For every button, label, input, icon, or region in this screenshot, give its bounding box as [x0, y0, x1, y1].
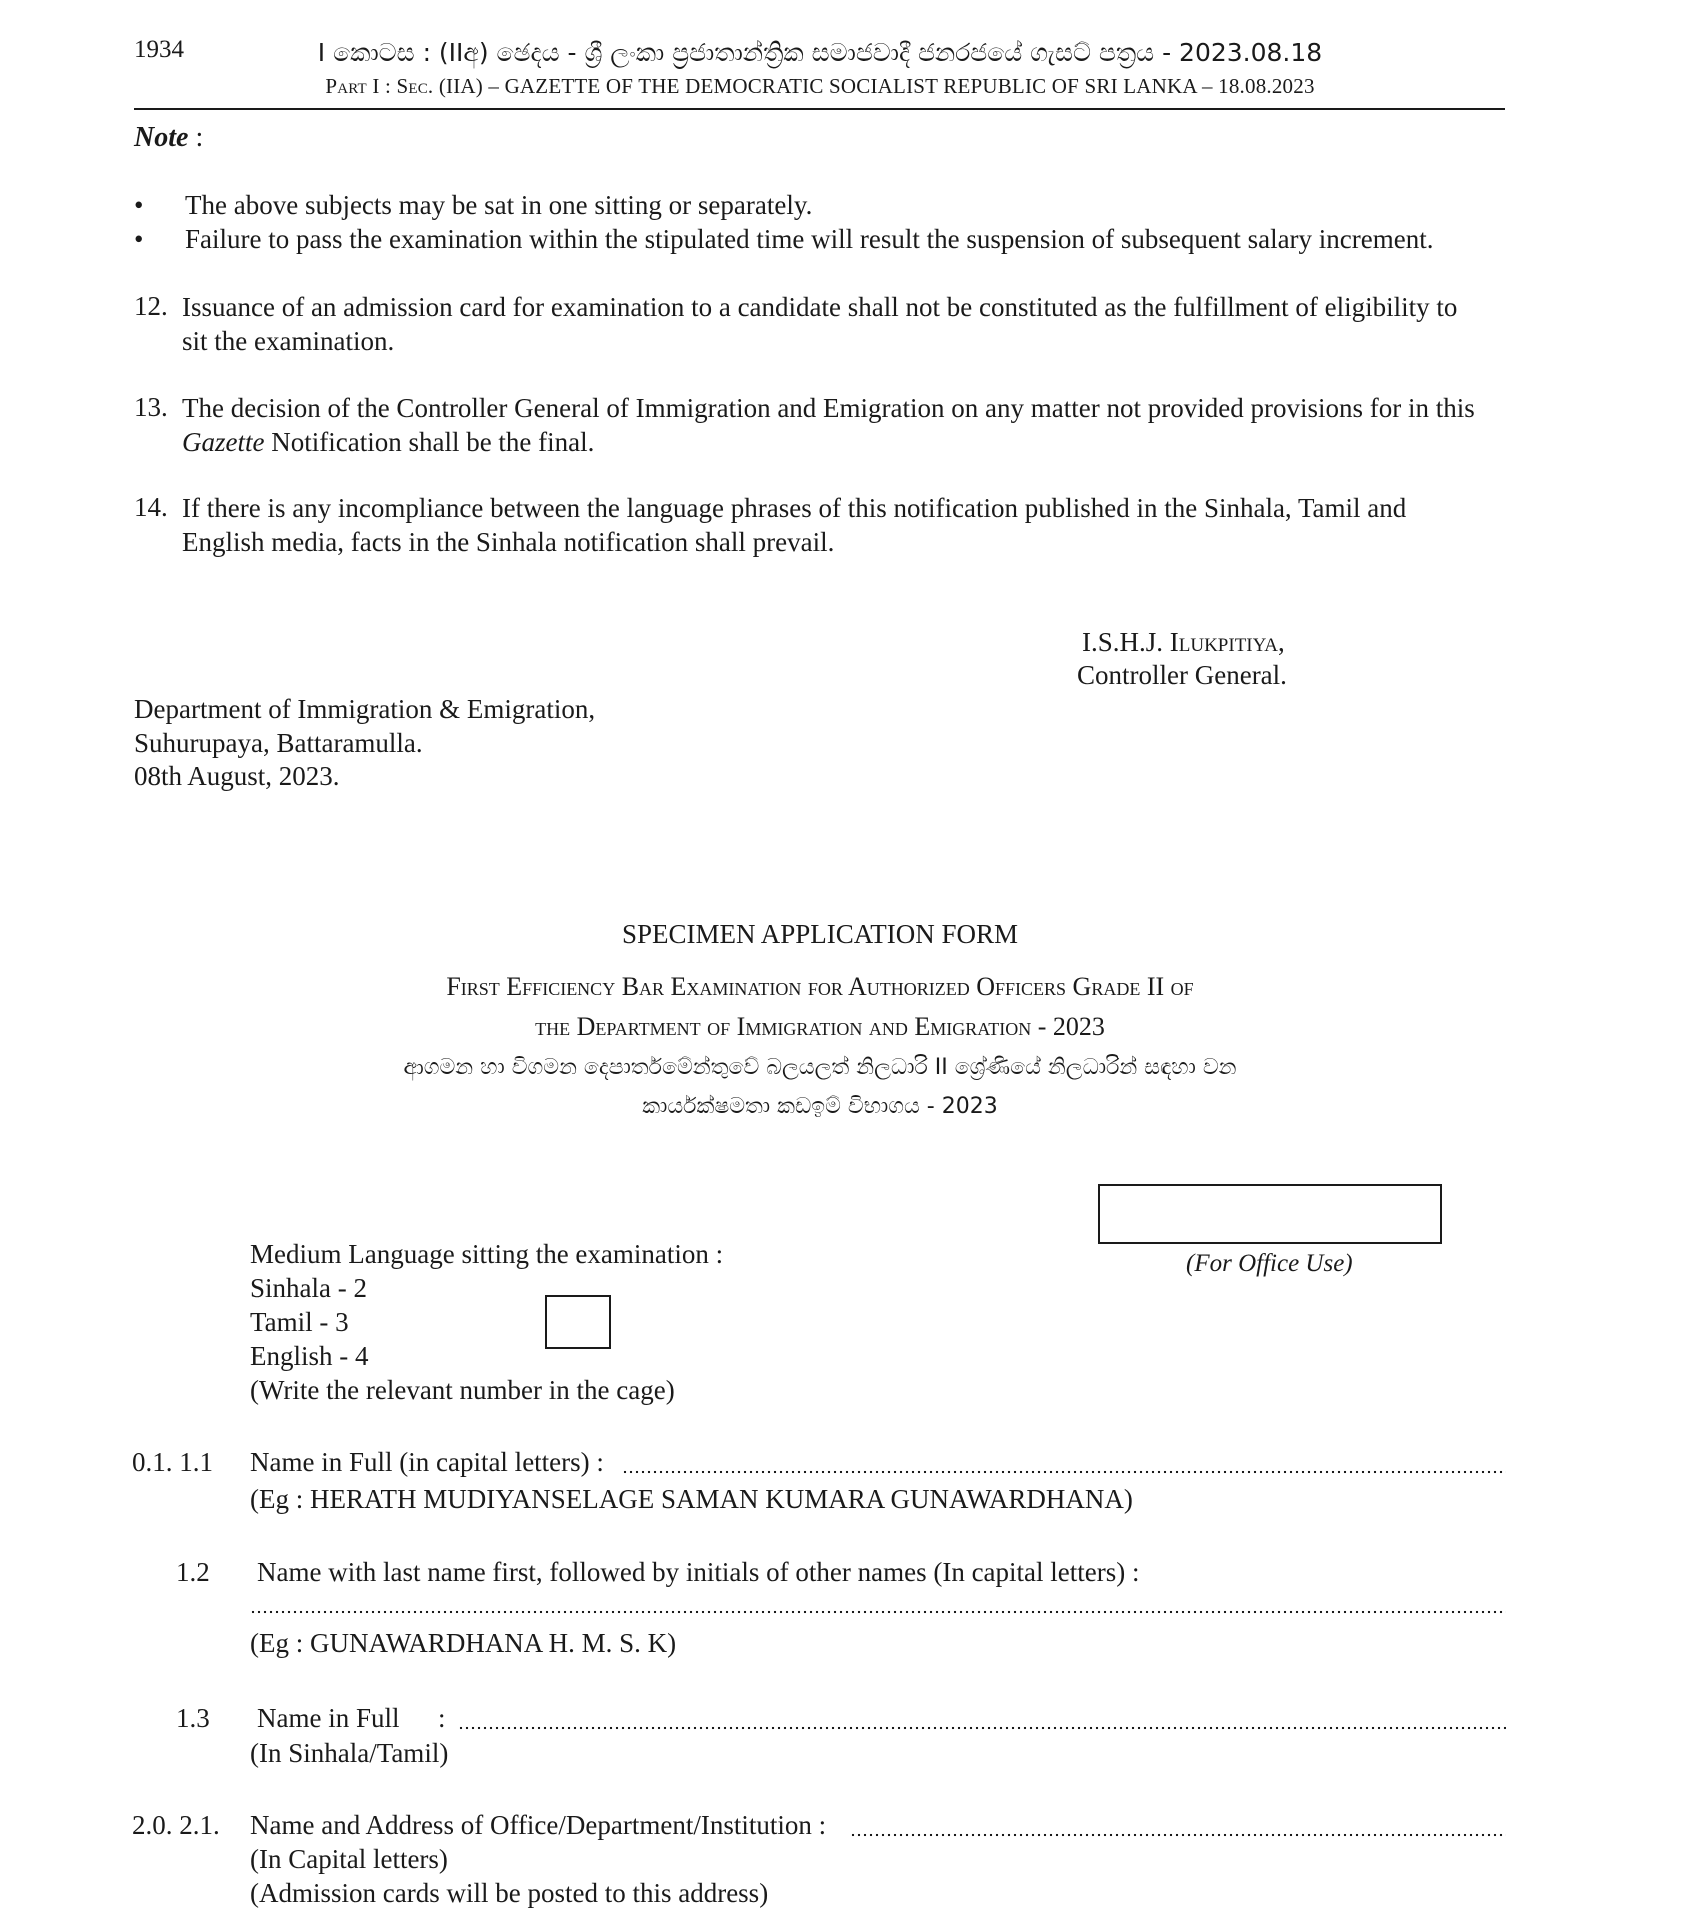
clause-13-line1: The decision of the Controller General of Immigration and Emigration on any matter not provided provisions for in this: [182, 393, 1475, 423]
clause-13-number: 13.: [134, 392, 168, 422]
clause-12-line2: sit the examination.: [182, 326, 395, 356]
field-1-3-number: 1.3: [176, 1703, 210, 1733]
field-1-2-example: (Eg : GUNAWARDHANA H. M. S. K): [250, 1628, 677, 1658]
signatory-title: Controller General.: [1077, 660, 1287, 690]
header-sinhala: I කොටස : (IIඅ) ඡෙදය - ශ්‍රී ලංකා ප්‍රජාතාන්ත්‍රික සමාජවාදී ජනරජයේ ගැසට් පත්‍රය - 2023.08.18: [317, 38, 1323, 67]
header-english: Part I : Sec. (IIA) – GAZETTE OF THE DEMOCRATIC SOCIALIST REPUBLIC OF SRI LANKA – 18.08.2023: [325, 74, 1315, 98]
form-subtitle-en-2: the Department of Immigration and Emigration - 2023: [535, 1012, 1105, 1041]
notice-date: 08th August, 2023.: [134, 761, 340, 791]
department-address: Suhurupaya, Battaramulla.: [134, 728, 423, 758]
clause-14-number: 14.: [134, 492, 168, 522]
field-2-1-number: 2.0. 2.1.: [132, 1810, 220, 1840]
header-rule: [134, 108, 1505, 110]
field-1-1-label: Name in Full (in capital letters) :: [250, 1447, 604, 1477]
field-1-2-number: 1.2: [176, 1557, 210, 1587]
field-1-3-label: Name in Full: [257, 1703, 400, 1733]
medium-option-english: English - 4: [250, 1341, 369, 1371]
bullet-marker: •: [134, 224, 144, 254]
field-1-1-example: (Eg : HERATH MUDIYANSELAGE SAMAN KUMARA GUNAWARDHANA): [250, 1484, 1133, 1514]
field-1-1-number: 0.1. 1.1: [132, 1447, 213, 1477]
field-1-2-label: Name with last name first, followed by initials of other names (In capital letters) :: [257, 1557, 1140, 1587]
note-heading: Note :: [134, 122, 204, 153]
department-name: Department of Immigration & Emigration,: [134, 694, 596, 724]
form-subtitle-si-1: ආගමන හා විගමන දෙපාර්තමේන්තුවේ බලයලත් නිලධාරි II ශ්‍රේණියේ නිලධාරින් සඳහා වන: [403, 1055, 1237, 1080]
form-title: SPECIMEN APPLICATION FORM: [621, 919, 1019, 949]
clause-13-line2: Gazette Notification shall be the final.: [182, 427, 595, 457]
medium-instruction: (Write the relevant number in the cage): [250, 1375, 675, 1405]
field-2-1-note-1: (In Capital letters): [250, 1844, 448, 1874]
note-bullet-1: The above subjects may be sat in one sitting or separately.: [185, 190, 813, 220]
medium-label: Medium Language sitting the examination :: [250, 1239, 724, 1269]
field-2-1-label: Name and Address of Office/Department/Institution :: [250, 1810, 827, 1840]
medium-cage-box[interactable]: [545, 1295, 611, 1349]
clause-12-number: 12.: [134, 291, 168, 321]
field-1-3-note: (In Sinhala/Tamil): [250, 1738, 449, 1768]
bullet-marker: •: [134, 190, 144, 220]
page-number: 1934: [134, 36, 184, 63]
clause-12-line1: Issuance of an admission card for examination to a candidate shall not be constituted as the fulfillment of eligibility to: [182, 292, 1458, 322]
field-1-3-line[interactable]: [458, 1726, 1506, 1730]
field-1-3-colon: :: [438, 1703, 446, 1733]
note-bullet-2: Failure to pass the examination within the stipulated time will result the suspension of subsequent salary increment.: [185, 224, 1434, 254]
medium-option-tamil: Tamil - 3: [250, 1307, 349, 1337]
office-use-box[interactable]: [1098, 1184, 1442, 1244]
form-subtitle-si-2: කාර්යක්ෂමතා කඩඉම් විභාගය - 2023: [642, 1094, 998, 1119]
medium-option-sinhala: Sinhala - 2: [250, 1273, 367, 1303]
field-1-1-line[interactable]: [622, 1470, 1506, 1474]
signatory-name: I.S.H.J. Ilukpitiya,: [1082, 627, 1285, 657]
field-2-1-note-2: (Admission cards will be posted to this address): [250, 1878, 769, 1908]
field-2-1-line[interactable]: [850, 1833, 1506, 1837]
form-subtitle-en-1: First Efficiency Bar Examination for Authorized Officers Grade II of: [446, 972, 1194, 1001]
clause-14-line1: If there is any incompliance between the language phrases of this notification published in the Sinhala, Tamil and: [182, 493, 1407, 523]
clause-14-line2: English media, facts in the Sinhala notification shall prevail.: [182, 527, 835, 557]
office-use-label: (For Office Use): [1186, 1250, 1353, 1277]
field-1-2-line[interactable]: [250, 1610, 1506, 1614]
